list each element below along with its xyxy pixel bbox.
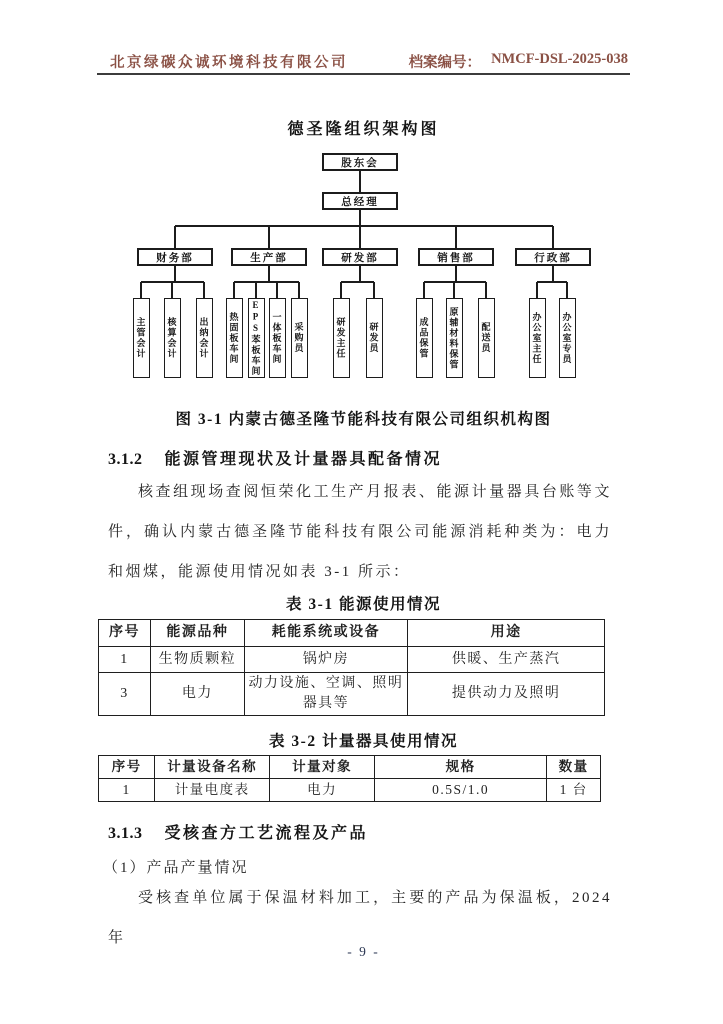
section-number: 3.1.2 [108, 451, 143, 468]
org-connector-line [423, 282, 425, 298]
org-connector-line [340, 282, 342, 298]
table-cell: 电力 [270, 779, 375, 802]
section-heading-3-1-3 [108, 820, 628, 843]
table-3-2-title: 表 3-2 计量器具使用情况 [269, 733, 458, 750]
org-connector-line [552, 266, 554, 282]
page-number: - 9 - [347, 944, 380, 959]
org-chart-title: 德圣隆组织架构图 [287, 121, 440, 138]
table-row [99, 779, 601, 802]
org-connector-line [373, 282, 375, 298]
org-connector-line [455, 266, 457, 282]
org-connector-line [268, 266, 270, 282]
org-box-staff: 研发员 [366, 298, 383, 378]
org-connector-line [566, 282, 568, 298]
org-connector-line [203, 282, 205, 298]
table-header-cell: 耗能系统或设备 [244, 620, 407, 647]
org-connector-line [171, 282, 173, 298]
energy-usage-table [98, 619, 605, 716]
org-box-staff: 办公室主任 [529, 298, 546, 378]
table-cell: 1 [99, 647, 151, 673]
org-box-staff: 研发主任 [333, 298, 350, 378]
table-row [99, 647, 605, 673]
org-connector-line [341, 281, 374, 283]
table-cell: 3 [99, 673, 151, 716]
table-header-row [99, 756, 601, 779]
org-box-dept: 生产部 [231, 248, 307, 266]
org-box-staff: 办公室专员 [559, 298, 576, 378]
org-connector-line [255, 282, 257, 298]
section-title: 受核查方工艺流程及产品 [164, 825, 369, 842]
table-header-cell: 序号 [99, 756, 155, 779]
org-box-dept: 财务部 [137, 248, 213, 266]
table-cell: 电力 [151, 673, 245, 716]
metering-devices-table [98, 755, 601, 802]
table-cell: 0.5S/1.0 [375, 779, 547, 802]
paragraph-energy-overview: 核查组现场查阅恒荣化工生产月报表、能源计量器具台账等文件，确认内蒙古德圣隆节能科技有限公司能源消耗种类为：电力和烟煤，能源使用情况如表 3-1 所示： [108, 484, 612, 580]
header-rule [97, 73, 630, 75]
org-box-staff: 一体板车间 [269, 298, 286, 378]
org-box-root: 股东会 [322, 153, 398, 171]
paragraph-product: 受核查单位属于保温材料加工，主要的产品为保温板，2024 年 [108, 890, 612, 946]
section-heading-3-1-2 [108, 446, 628, 469]
table-3-1-title: 表 3-1 能源使用情况 [286, 596, 441, 613]
org-box-dept: 销售部 [418, 248, 494, 266]
org-box-staff: 采购员 [291, 298, 308, 378]
org-box-dept: 研发部 [322, 248, 398, 266]
table-header-cell: 序号 [99, 620, 151, 647]
org-box-staff: 配送员 [478, 298, 495, 378]
org-connector-line [359, 210, 361, 226]
org-box-dept: 行政部 [515, 248, 591, 266]
org-connector-line [424, 281, 486, 283]
org-chart [97, 145, 633, 390]
section-title: 能源管理现状及计量器具配备情况 [164, 451, 443, 468]
org-connector-line [175, 225, 553, 227]
table-row [99, 673, 605, 716]
org-box-staff: 原辅材料保管 [446, 298, 463, 378]
table-header-cell: 用途 [408, 620, 605, 647]
table-cell: 生物质颗粒 [151, 647, 245, 673]
org-connector-line [174, 266, 176, 282]
org-connector-line [537, 281, 567, 283]
table-header-row [99, 620, 605, 647]
table-cell: 供暖、生产蒸汽 [408, 647, 605, 673]
table-header-cell: 数量 [547, 756, 601, 779]
header-company-name: 北京绿碳众诚环境科技有限公司 [110, 55, 348, 71]
table-header-cell: 计量设备名称 [155, 756, 270, 779]
org-connector-line [552, 226, 554, 248]
table-header-cell: 计量对象 [270, 756, 375, 779]
org-box-staff: EPS苯板车间 [248, 298, 265, 378]
org-connector-line [140, 282, 142, 298]
table-cell: 锅炉房 [244, 647, 407, 673]
table-cell: 提供动力及照明 [408, 673, 605, 716]
table-cell: 动力设施、空调、照明器具等 [244, 673, 407, 716]
org-connector-line [455, 226, 457, 248]
org-connector-line [233, 282, 235, 298]
figure-caption: 图 3-1 内蒙古德圣隆节能科技有限公司组织机构图 [175, 411, 552, 428]
org-connector-line [359, 171, 361, 192]
archive-number: NMCF-DSL-2025-038 [491, 51, 628, 67]
list-item-product-output: （1）产品产量情况 [103, 860, 249, 876]
table-cell: 1 [99, 779, 155, 802]
org-connector-line [276, 282, 278, 298]
org-connector-line [174, 226, 176, 248]
table-cell: 1 台 [547, 779, 601, 802]
archive-label: 档案编号： [408, 55, 482, 71]
header-archive [402, 51, 628, 72]
org-box-staff: 热固板车间 [226, 298, 243, 378]
org-box-staff: 主管会计 [133, 298, 150, 378]
org-box-staff: 核算会计 [164, 298, 181, 378]
org-connector-line [536, 282, 538, 298]
table-header-cell: 能源品种 [151, 620, 245, 647]
org-connector-line [453, 282, 455, 298]
org-connector-line [359, 266, 361, 282]
org-connector-line [268, 226, 270, 248]
table-header-cell: 规格 [375, 756, 547, 779]
org-box-staff: 出纳会计 [196, 298, 213, 378]
org-connector-line [298, 282, 300, 298]
org-connector-line [234, 281, 299, 283]
org-box-staff: 成品保管 [416, 298, 433, 378]
org-connector-line [485, 282, 487, 298]
org-box-manager: 总经理 [322, 192, 398, 210]
section-number: 3.1.3 [108, 825, 143, 842]
table-cell: 计量电度表 [155, 779, 270, 802]
org-connector-line [359, 226, 361, 248]
